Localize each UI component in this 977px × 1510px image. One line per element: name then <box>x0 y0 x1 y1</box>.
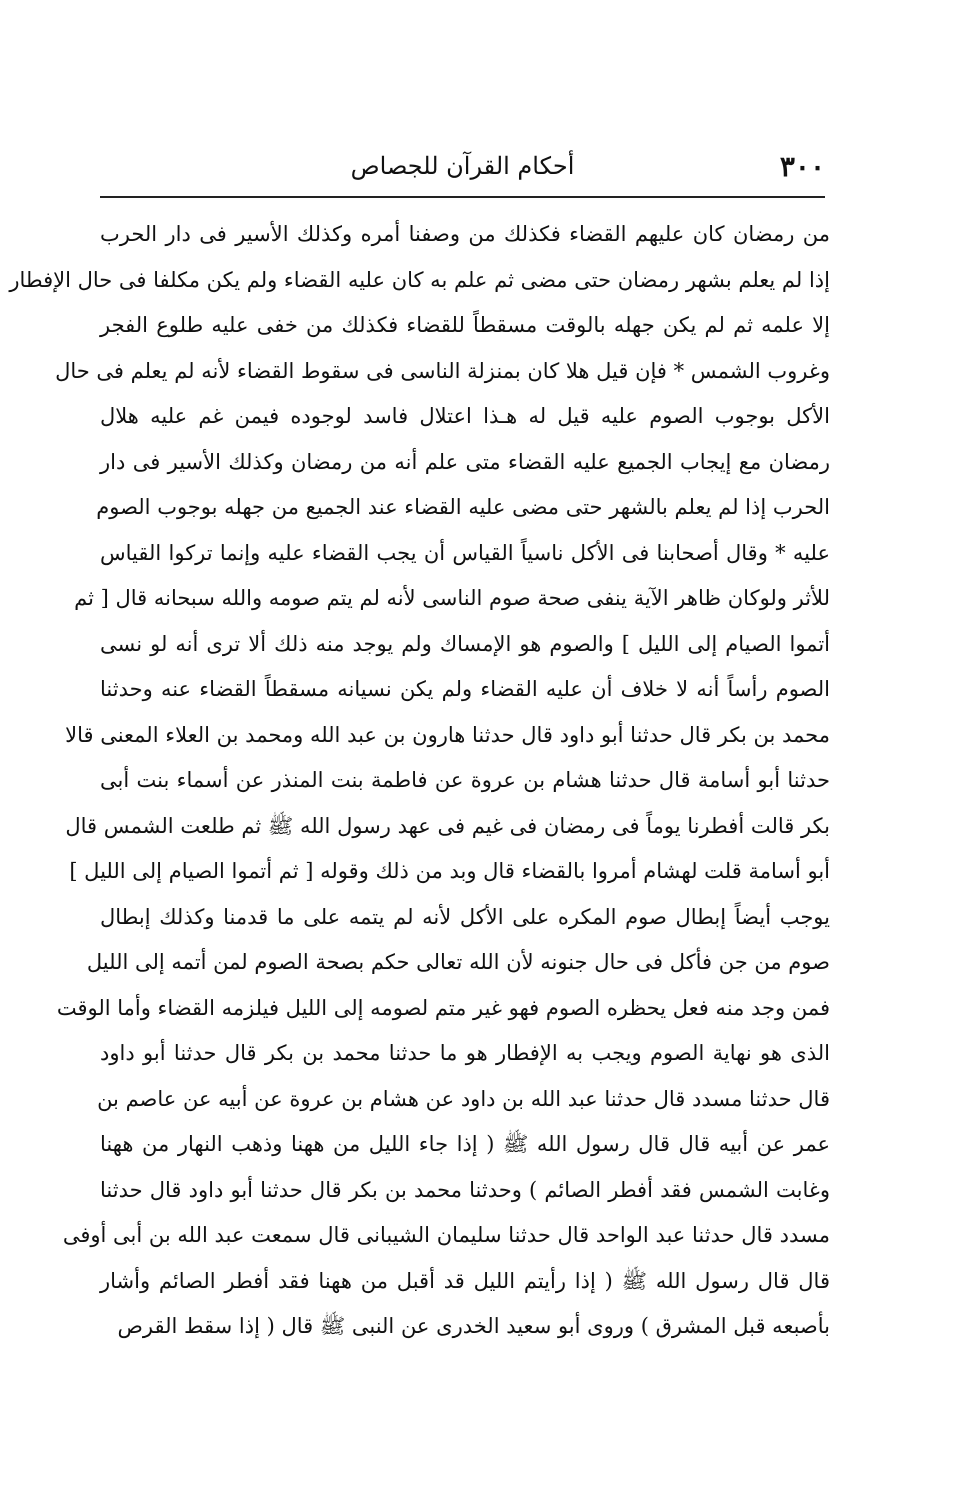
text-line: بكر قالت أفطرنا يوماً فى رمضان فى غيم فى عهد رسول الله ﷺ ثم طلعت الشمس قال <box>65 813 830 838</box>
text-line: الحرب إذا لم يعلم بالشهر حتى مضى عليه القضاء عند الجميع من جهله بوجوب الصوم <box>96 495 830 519</box>
text-line: قال قال رسول الله ﷺ ( إذا رأيتم الليل قد أقبل من ههنا فقد أفطر الصائم وأشار <box>100 1268 830 1293</box>
page-number: ٣٠٠ <box>779 150 825 183</box>
text-line: إلا علمه ثم لم يكن جهله بالوقت مسقطاً للقضاء فكذلك من خفى عليه طلوع الفجر <box>100 313 830 337</box>
text-line: للأثر ولوكان ظاهر الآية ينفى صحة صوم الناسى لأنه لم يتم صومه والله سبحانه قال [ ثم <box>74 586 830 610</box>
text-line: الصوم رأساً أنه لا خلاف أن عليه القضاء ولم يكن نسيانه مسقطاً القضاء عنه وحدثنا <box>100 677 830 701</box>
text-line: من رمضان كان عليهم القضاء فكذلك من وصفنا أمره وكذلك الأسير فى دار الحرب <box>100 222 830 246</box>
text-line: عليه * وقال أصحابنا فى الأكل ناسياً القياس أن يجب القضاء عليه وإنما تركوا القياس <box>100 540 830 565</box>
header-divider <box>100 196 825 198</box>
text-line: رمضان مع إيجاب الجميع عليه القضاء متى علم أنه من رمضان وكذلك الأسير فى دار <box>100 449 830 474</box>
text-line: مسدد قال حدثنا عبد الواحد قال حدثنا سليمان الشيبانى قال سمعت عبد الله بن أبى أوفى <box>62 1223 830 1247</box>
text-line: صوم من جن فأكل فى حال جنونه لأن الله تعالى حكم بصحة الصوم لمن أتمه إلى الليل <box>86 950 830 974</box>
text-line: حدثنا أبو أسامة قال حدثنا هشام بن عروة عن فاطمة بنت المنذر عن أسماء بنت أبى <box>100 768 830 792</box>
body-text <box>9 212 830 1350</box>
text-line: عمر عن أبيه قال قال رسول الله ﷺ ( إذا جاء الليل من ههنا وذهب النهار من ههنا <box>100 1132 830 1156</box>
running-title: أحكام القرآن للجصاص <box>350 152 575 180</box>
text-line: الذى هو نهاية الصوم ويجب به الإفطار هو ما حدثنا محمد بن بكر قال حدثنا أبو داود <box>100 1041 830 1065</box>
text-line: بأصبعه قبل المشرق ) وروى أبو سعيد الخدرى عن النبى ﷺ قال ( إذا سقط القرص <box>117 1314 830 1338</box>
text-line: فمن وجد منه فعل يحظره الصوم فهو غير متم لصومه إلى الليل فيلزمه القضاء وأما الوقت <box>56 995 830 1020</box>
text-line: أبو أسامة قلت لهشام أمروا بالقضاء قال وبد من ذلك وقوله [ ثم أتموا الصيام إلى الليل ] <box>69 859 830 883</box>
text-line: إذا لم يعلم بشهر رمضان حتى مضى ثم علم به كان عليه القضاء ولم يكن مكلفا فى حال الإفطار <box>9 267 830 292</box>
text-line: محمد بن بكر قال حدثنا أبو داود قال حدثنا هارون بن عبد الله ومحمد بن العلاء المعنى قالا <box>65 722 830 747</box>
text-line: وغروب الشمس * فإن قيل هلا كان بمنزلة الناسى فى سقوط القضاء لأنه لم يعلم فى حال <box>55 358 830 383</box>
text-line: الأكل بوجوب الصوم عليه قيل له هـذا اعتلال فاسد لوجوده فيمن غم عليه هلال <box>100 404 830 428</box>
page-header <box>100 150 825 194</box>
text-line: يوجب أيضاً إبطال صوم المكره على الأكل لأنه لم يتمه على ما قدمنا وكذلك إبطال <box>100 904 830 929</box>
text-line: قال حدثنا مسدد قال حدثنا عبد الله بن داود عن هشام بن عروة عن أبيه عن عاصم بن <box>97 1086 830 1111</box>
text-line: أتموا الصيام إلى الليل ] والصوم هو الإمساك ولم يوجد منه ذلك ألا ترى أنه لو نسى <box>100 631 830 656</box>
text-line: وغابت الشمس فقد أفطر الصائم ) وحدثنا محمد بن بكر قال حدثنا أبو داود قال حدثنا <box>100 1177 830 1202</box>
